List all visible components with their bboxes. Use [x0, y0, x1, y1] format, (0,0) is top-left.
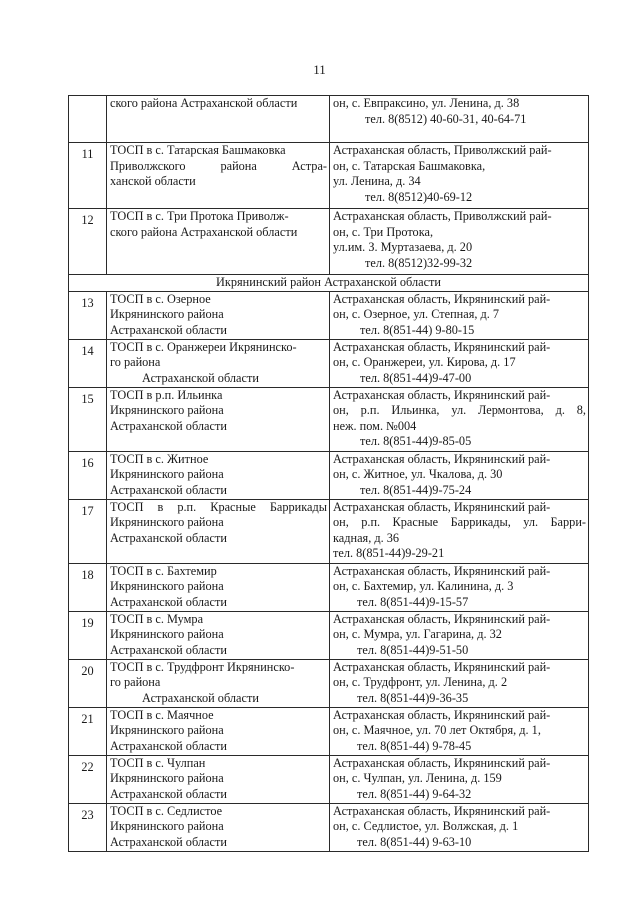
office-name-line: ского района Астраханской области — [110, 96, 298, 110]
row-number: 19 — [69, 611, 107, 659]
address-line: Астраханская область, Икрянинский рай- — [333, 659, 551, 674]
address-line: он, с. Чулпан, ул. Ленина, д. 159 — [333, 771, 502, 786]
office-name-line: ского района Астраханской области — [110, 224, 298, 239]
row-number: 23 — [69, 803, 107, 851]
office-address — [330, 451, 589, 499]
office-name-line: ТОСП в с. Маячное — [110, 707, 214, 722]
office-address — [330, 387, 589, 451]
office-name — [107, 659, 330, 707]
table-row — [69, 755, 589, 803]
address-line: кадная, д. 36 — [333, 530, 400, 545]
office-name-line: ТОСП в с. Три Протока Приволж- — [110, 209, 289, 223]
address-line: он, с. Мумра, ул. Гагарина, д. 32 — [333, 627, 502, 642]
row-number: 11 — [69, 143, 107, 209]
office-name — [107, 563, 330, 611]
table-row — [69, 143, 589, 209]
address-line: Астраханская область, Икрянинский рай- — [333, 387, 551, 402]
table-row — [69, 209, 589, 275]
office-name-line: Астраханской области — [142, 370, 259, 385]
office-name-line: Икрянинского района — [110, 307, 224, 322]
office-name — [107, 96, 330, 143]
address-line: Астраханская область, Икрянинский рай- — [333, 803, 551, 818]
office-name — [107, 451, 330, 499]
office-name-line: ТОСП в с. Седлистое — [110, 803, 223, 818]
address-line: Астраханская область, Икрянинский рай- — [333, 339, 551, 354]
office-name-line: ТОСП в с. Чулпан — [110, 755, 206, 770]
office-address — [330, 291, 589, 339]
row-number: 16 — [69, 451, 107, 499]
address-line: Астраханская область, Икрянинский рай- — [333, 707, 551, 722]
row-number: 12 — [69, 209, 107, 275]
office-address — [330, 96, 589, 143]
office-address — [330, 209, 589, 275]
row-number: 20 — [69, 659, 107, 707]
office-name-line: Икрянинского района — [110, 819, 224, 834]
address-line: неж. пом. №004 — [333, 418, 417, 433]
phone-line: тел. 8(8512)32-99-32 — [365, 255, 473, 270]
phone-line: тел. 8(851-44)9-51-50 — [357, 642, 469, 657]
office-name-line: Икрянинского района — [110, 403, 224, 418]
address-line: Астраханская область, Приволжский рай- — [333, 209, 552, 223]
address-line: он, с. Седлистое, ул. Волжская, д. 1 — [333, 819, 519, 834]
address-line: он, с. Житное, ул. Чкалова, д. 30 — [333, 467, 503, 482]
table-row — [69, 291, 589, 339]
address-line: ул.им. З. Муртазаева, д. 20 — [333, 240, 473, 255]
office-address — [330, 563, 589, 611]
office-address — [330, 339, 589, 387]
office-name-line: Астраханской области — [110, 530, 227, 545]
address-line: он, с. Евпраксино, ул. Ленина, д. 38 — [333, 96, 520, 110]
office-name-line: ханской области — [110, 174, 196, 189]
address-line: Астраханская область, Икрянинский рай- — [333, 611, 551, 626]
row-number: 17 — [69, 499, 107, 563]
office-name-line: ТОСП в с. Трудфронт Икрянинско- — [110, 659, 295, 674]
office-name-line: Икрянинского района — [110, 771, 224, 786]
office-name — [107, 611, 330, 659]
address-line: он, с. Озерное, ул. Степная, д. 7 — [333, 307, 500, 322]
office-name-line: Астраханской области — [110, 594, 227, 609]
office-name — [107, 339, 330, 387]
table-row — [69, 499, 589, 563]
office-name-line: Икрянинского района — [110, 515, 224, 530]
office-name-line: Приволжского района Астра- — [110, 158, 327, 173]
office-name — [107, 755, 330, 803]
office-name — [107, 803, 330, 851]
office-name-line: ТОСП в с. Бахтемир — [110, 563, 217, 578]
row-number: 15 — [69, 387, 107, 451]
phone-line: тел. 8(851-44) 9-78-45 — [357, 738, 472, 753]
office-name-line: го района — [110, 355, 161, 370]
region-header-row — [69, 275, 589, 292]
office-name-line: Астраханской области — [110, 786, 227, 801]
offices-table — [68, 95, 589, 852]
address-line: Астраханская область, Икрянинский рай- — [333, 755, 551, 770]
page-number: 11 — [313, 62, 326, 77]
office-name-line: Астраханской области — [110, 642, 227, 657]
address-line: он, р.п. Красные Баррикады, ул. Барри- — [333, 515, 586, 530]
office-name — [107, 387, 330, 451]
office-address — [330, 803, 589, 851]
office-name-line: Астраханской области — [110, 322, 227, 337]
office-name-line: ТОСП в с. Мумра — [110, 611, 204, 626]
office-address — [330, 143, 589, 209]
office-name-line: Астраханской области — [110, 834, 227, 849]
address-line: Астраханская область, Икрянинский рай- — [333, 291, 551, 306]
table-row — [69, 803, 589, 851]
office-address — [330, 659, 589, 707]
table-row — [69, 451, 589, 499]
office-name-line: ТОСП в с. Житное — [110, 451, 209, 466]
office-name-line: Икрянинского района — [110, 579, 224, 594]
address-line: он, с. Оранжереи, ул. Кирова, д. 17 — [333, 355, 516, 370]
table-row — [69, 659, 589, 707]
table-row — [69, 339, 589, 387]
row-number: 18 — [69, 563, 107, 611]
office-name-line: ТОСП в р.п. Красные Баррикады — [110, 499, 327, 514]
phone-line: тел. 8(851-44)9-47-00 — [360, 370, 472, 385]
office-name — [107, 209, 330, 275]
office-name-line: ТОСП в с. Татарская Башмаковка — [110, 143, 286, 157]
phone-line: тел. 8(851-44) 9-80-15 — [360, 322, 475, 337]
office-name-line: Астраханской области — [142, 690, 259, 705]
phone-line: тел. 8(851-44) 9-64-32 — [357, 786, 472, 801]
office-name-line: го района — [110, 675, 161, 690]
row-number: 14 — [69, 339, 107, 387]
phone-line: тел. 8(8512) 40-60-31, 40-64-71 — [365, 111, 527, 126]
address-line: он, с. Три Протока, — [333, 224, 434, 239]
office-name-line: Икрянинского района — [110, 627, 224, 642]
table-row — [69, 96, 589, 143]
phone-line: тел. 8(851-44)9-29-21 — [333, 546, 445, 561]
phone-line: тел. 8(8512)40-69-12 — [365, 189, 473, 204]
row-number — [69, 96, 107, 143]
office-address — [330, 707, 589, 755]
address-line: он, с. Бахтемир, ул. Калинина, д. 3 — [333, 579, 514, 594]
office-name — [107, 291, 330, 339]
phone-line: тел. 8(851-44)9-15-57 — [357, 594, 469, 609]
office-name-line: Астраханской области — [110, 482, 227, 497]
table-row — [69, 707, 589, 755]
address-line: Астраханская область, Икрянинский рай- — [333, 563, 551, 578]
address-line: ул. Ленина, д. 34 — [333, 174, 421, 189]
office-name-line: ТОСП в с. Оранжереи Икрянинско- — [110, 339, 297, 354]
office-name — [107, 707, 330, 755]
address-line: он, р.п. Ильинка, ул. Лермонтова, д. 8, — [333, 403, 586, 418]
office-name-line: Икрянинского района — [110, 723, 224, 738]
address-line: он, с. Трудфронт, ул. Ленина, д. 2 — [333, 675, 508, 690]
row-number: 13 — [69, 291, 107, 339]
office-name-line: ТОСП в р.п. Ильинка — [110, 387, 223, 402]
address-line: Астраханская область, Икрянинский рай- — [333, 499, 551, 514]
office-name-line: ТОСП в с. Озерное — [110, 291, 211, 306]
office-name-line: Астраханской области — [110, 738, 227, 753]
table-row — [69, 611, 589, 659]
phone-line: тел. 8(851-44)9-75-24 — [360, 482, 472, 497]
office-address — [330, 499, 589, 563]
office-name-line: Икрянинского района — [110, 467, 224, 482]
phone-line: тел. 8(851-44)9-85-05 — [360, 434, 472, 449]
row-number: 22 — [69, 755, 107, 803]
table-row — [69, 563, 589, 611]
row-number: 21 — [69, 707, 107, 755]
address-line: Астраханская область, Икрянинский рай- — [333, 451, 551, 466]
address-line: он, с. Татарская Башмаковка, — [333, 158, 486, 173]
address-line: он, с. Маячное, ул. 70 лет Октября, д. 1, — [333, 723, 541, 738]
phone-line: тел. 8(851-44) 9-63-10 — [357, 834, 472, 849]
office-address — [330, 755, 589, 803]
phone-line: тел. 8(851-44)9-36-35 — [357, 690, 469, 705]
region-header: Икрянинский район Астраханской области — [69, 275, 589, 292]
office-name — [107, 499, 330, 563]
table-row — [69, 387, 589, 451]
office-name-line: Астраханской области — [110, 418, 227, 433]
office-name — [107, 143, 330, 209]
address-line: Астраханская область, Приволжский рай- — [333, 143, 552, 157]
office-address — [330, 611, 589, 659]
